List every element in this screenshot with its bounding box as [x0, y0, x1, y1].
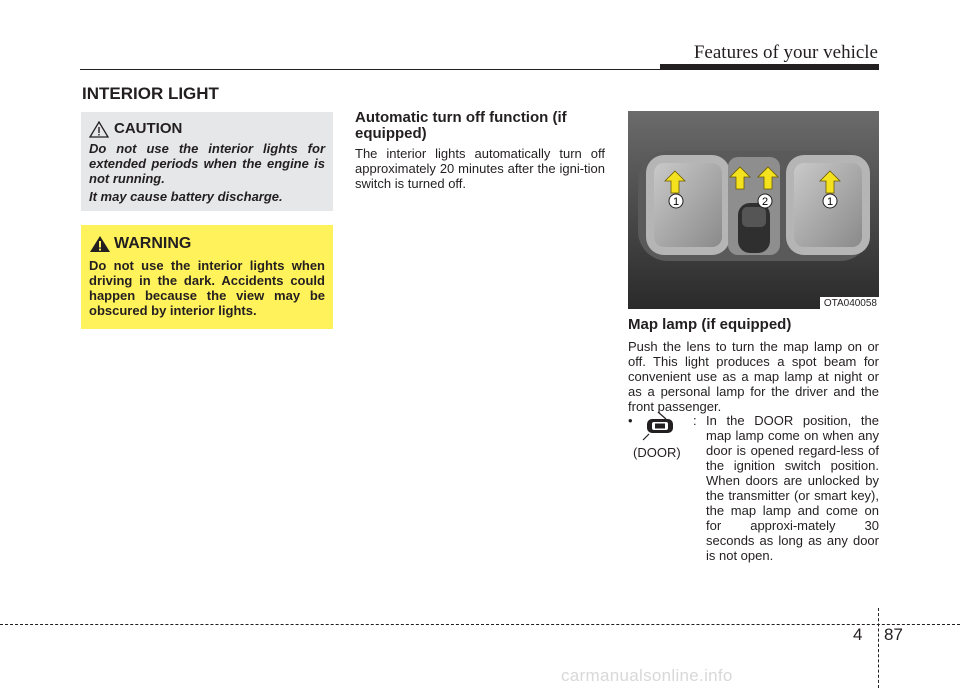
caution-heading: CAUTION	[114, 120, 183, 137]
caution-triangle-icon	[89, 121, 109, 143]
footer-rule	[0, 624, 960, 625]
door-car-icon	[640, 411, 680, 446]
warning-box	[81, 225, 333, 329]
map-lamp-title: Map lamp (if equipped)	[628, 316, 792, 333]
warning-heading: WARNING	[114, 235, 192, 252]
page-number: 87	[884, 625, 903, 644]
header-rule	[80, 69, 879, 70]
map-lamp-illustration	[628, 111, 879, 309]
bullet: •	[628, 413, 633, 428]
auto-off-text: The interior lights automatically turn off approximately 20 minutes after the igni-tion switch is turned off.	[355, 146, 605, 191]
running-header: Features of your vehicle	[693, 42, 878, 63]
callout-2: 2	[761, 196, 769, 208]
chapter-number: 4	[853, 625, 863, 644]
warning-triangle-icon	[89, 235, 111, 258]
door-label: (DOOR)	[633, 445, 681, 460]
callout-1-right: 1	[826, 196, 834, 208]
map-lamp-text: Push the lens to turn the map lamp on or off. This light produces a spot beam for convenient use as a map lamp at night or as a personal lamp for the driver and the front passenger.	[628, 339, 879, 414]
footer-divider	[878, 608, 879, 688]
auto-off-title: Automatic turn off function (if equipped)	[355, 109, 567, 142]
caution-text-2: It may cause battery discharge.	[89, 189, 283, 204]
section-title: INTERIOR LIGHT	[82, 84, 219, 103]
callout-1-left: 1	[672, 196, 680, 208]
caution-box	[81, 112, 333, 211]
caution-text: Do not use the interior lights for extended periods when the engine is not running.	[89, 141, 325, 186]
map-lamp-photo	[628, 111, 879, 309]
watermark: carmanualsonline.info	[561, 666, 733, 685]
warning-text: Do not use the interior lights when driving in the dark. Accidents could happen because the view may be obscured by interior lights.	[89, 258, 325, 318]
colon: :	[693, 413, 697, 428]
door-position-text: In the DOOR position, the map lamp come on when any door is opened regard-less of the ignition switch position. When doors are unlocked by the transmitter (or smart key), the map lamp and come on for approxi-mately 30 seconds as long as any door is not open.	[706, 413, 879, 563]
figure-code: OTA040058	[820, 297, 879, 309]
